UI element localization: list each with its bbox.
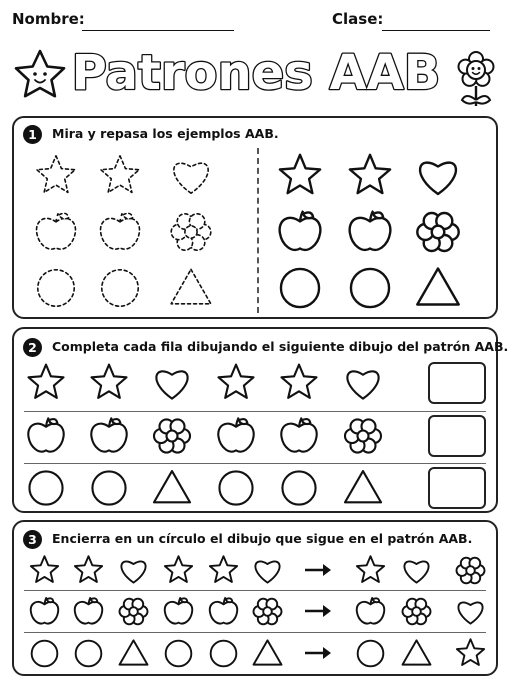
apple-icon: [212, 412, 260, 460]
triangle-icon: [339, 464, 387, 512]
section-2-panel: [12, 327, 509, 513]
star-icon: [159, 551, 198, 590]
answer-box[interactable]: [428, 362, 486, 404]
traced-triangle-icon: [165, 262, 217, 314]
divider-line: [257, 148, 259, 313]
triangle-icon: [411, 261, 465, 315]
traced-apple-icon: [94, 206, 146, 258]
circle-icon: [275, 464, 323, 512]
triangle-icon: [114, 634, 153, 673]
circle-icon: [273, 261, 327, 315]
name-label: Nombre:: [12, 10, 85, 28]
option-flower-icon[interactable]: [451, 551, 490, 590]
heart-icon: [339, 359, 387, 407]
section-instruction: Mira y repasa los ejemplos AAB.: [52, 126, 279, 141]
class-label: Clase:: [332, 10, 384, 28]
apple-icon: [159, 592, 198, 631]
apple-icon: [25, 592, 64, 631]
apple-icon: [343, 205, 397, 259]
page-title: Patrones AAB: [71, 45, 441, 101]
arrow-right-icon: [304, 562, 332, 578]
smiling-flower-icon: [459, 52, 494, 106]
circle-icon: [22, 464, 70, 512]
flower-icon: [148, 412, 196, 460]
apple-icon: [273, 205, 327, 259]
flower-icon: [411, 205, 465, 259]
section-number: 3: [23, 530, 42, 549]
option-apple-icon[interactable]: [351, 592, 390, 631]
option-star-icon[interactable]: [451, 634, 490, 673]
arrow-right-icon: [304, 645, 332, 661]
title-area: [0, 36, 512, 110]
heart-icon: [411, 149, 465, 203]
star-icon: [25, 551, 64, 590]
answer-box[interactable]: [428, 415, 486, 457]
apple-icon: [22, 412, 70, 460]
traced-apple-icon: [30, 206, 82, 258]
circle-icon: [204, 634, 243, 673]
star-icon: [212, 359, 260, 407]
triangle-icon: [148, 464, 196, 512]
star-icon: [275, 359, 323, 407]
star-icon: [343, 149, 397, 203]
flower-icon: [248, 592, 287, 631]
circle-icon: [343, 261, 397, 315]
section-1-panel: [12, 116, 498, 319]
traced-star-icon: [30, 150, 82, 202]
traced-flower-icon: [165, 206, 217, 258]
apple-icon: [69, 592, 108, 631]
circle-icon: [25, 634, 64, 673]
circle-icon: [85, 464, 133, 512]
class-field[interactable]: [382, 30, 490, 31]
answer-box[interactable]: [428, 467, 486, 509]
star-icon: [273, 149, 327, 203]
section-number: 1: [23, 125, 42, 144]
traced-circle-icon: [94, 262, 146, 314]
section-number: 2: [23, 338, 42, 357]
circle-icon: [212, 464, 260, 512]
star-icon: [69, 551, 108, 590]
triangle-icon: [248, 634, 287, 673]
section-instruction: Encierra en un círculo el dibujo que sigue en el patrón AAB.: [52, 531, 473, 546]
traced-star-icon: [94, 150, 146, 202]
flower-icon: [339, 412, 387, 460]
circle-icon: [159, 634, 198, 673]
section-instruction: Completa cada fila dibujando el siguiente dibujo del patrón AAB.: [52, 339, 509, 354]
option-star-icon[interactable]: [351, 551, 390, 590]
heart-icon: [148, 359, 196, 407]
traced-heart-icon: [165, 150, 217, 202]
option-heart-icon[interactable]: [451, 592, 490, 631]
arrow-right-icon: [304, 603, 332, 619]
heart-icon: [114, 551, 153, 590]
star-icon: [204, 551, 243, 590]
option-circle-icon[interactable]: [351, 634, 390, 673]
section-3-panel: [12, 520, 498, 676]
option-heart-icon[interactable]: [397, 551, 436, 590]
star-icon: [22, 359, 70, 407]
name-field[interactable]: [82, 30, 234, 31]
option-flower-icon[interactable]: [397, 592, 436, 631]
circle-icon: [69, 634, 108, 673]
apple-icon: [275, 412, 323, 460]
option-triangle-icon[interactable]: [397, 634, 436, 673]
apple-icon: [204, 592, 243, 631]
apple-icon: [85, 412, 133, 460]
traced-circle-icon: [30, 262, 82, 314]
star-icon: [85, 359, 133, 407]
worksheet-header: [10, 8, 502, 36]
flower-icon: [114, 592, 153, 631]
smiling-star-icon: [16, 51, 64, 96]
heart-icon: [248, 551, 287, 590]
